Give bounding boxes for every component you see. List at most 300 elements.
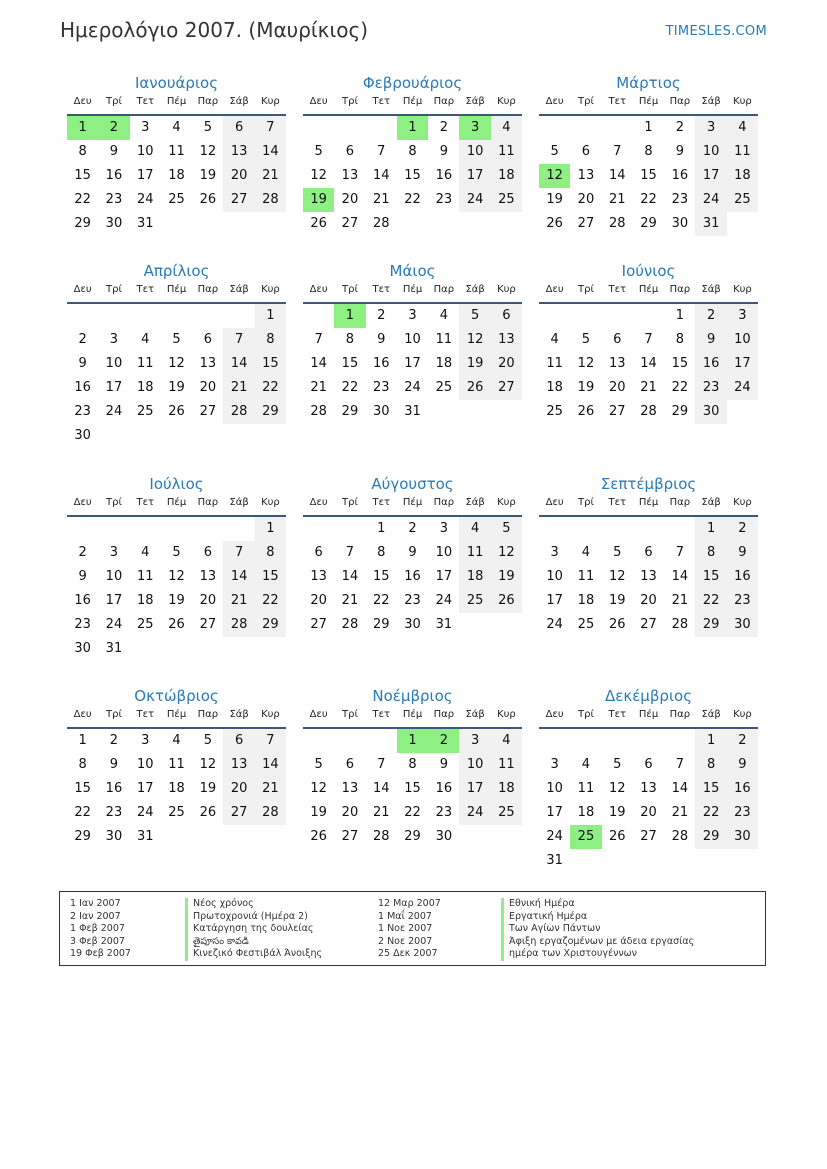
empty-cell xyxy=(161,517,192,541)
empty-cell xyxy=(192,304,223,328)
weekday-header: Τετ xyxy=(372,284,391,295)
day-cell: 3 xyxy=(109,332,119,347)
day-cell: 17 xyxy=(435,569,453,584)
day-cell: 1 xyxy=(78,733,87,748)
day-cell: 16 xyxy=(404,569,421,584)
day-cell: 9 xyxy=(675,144,684,159)
empty-cell xyxy=(570,517,601,541)
day-cell: 29 xyxy=(404,829,421,844)
day-cell: 18 xyxy=(491,777,522,801)
weekday-header: Σάβ xyxy=(229,709,249,720)
day-cell: 14 xyxy=(640,356,657,371)
day-cell: 16 xyxy=(671,168,689,183)
day-cell: 18 xyxy=(136,380,154,395)
day-cell: 15 xyxy=(341,356,359,371)
day-cell: 8 xyxy=(345,332,355,347)
empty-cell xyxy=(303,729,334,753)
page-title: Ημερολόγιο 2007. (Μαυρίκιος) xyxy=(60,18,368,42)
empty-cell xyxy=(570,116,601,140)
holiday-date: 2 Νοε 2007 xyxy=(378,935,433,947)
weekday-header: Δευ xyxy=(73,284,92,295)
brand-link[interactable]: TIMESLES.COM xyxy=(665,24,767,39)
day-cell: 26 xyxy=(491,589,522,613)
empty-cell xyxy=(602,729,633,753)
day-cell: 4 xyxy=(172,733,181,748)
day-cell: 14 xyxy=(223,352,254,376)
day-cell: 3 xyxy=(141,733,150,748)
day-cell: 6 xyxy=(314,545,323,560)
day-cell: 5 xyxy=(172,545,181,560)
empty-cell xyxy=(67,304,98,328)
empty-cell xyxy=(539,729,570,753)
weekday-header: Κυρ xyxy=(261,497,280,508)
day-cell: 10 xyxy=(459,753,490,777)
day-cell: 6 xyxy=(345,757,355,772)
day-cell: 29 xyxy=(695,613,726,637)
weekday-header: Σάβ xyxy=(229,497,249,508)
day-cell: 9 xyxy=(439,757,448,772)
day-cell: 19 xyxy=(577,380,595,395)
day-cell: 24 xyxy=(404,380,421,395)
day-cell: 26 xyxy=(168,617,185,632)
day-cell: 5 xyxy=(172,332,181,347)
day-cell: 4 xyxy=(491,116,522,140)
day-cell: 14 xyxy=(608,168,626,183)
day-cell: 8 xyxy=(695,753,726,777)
day-cell: 10 xyxy=(404,332,421,347)
holiday-day-cell: 2 xyxy=(428,729,459,753)
day-cell: 28 xyxy=(671,617,689,632)
day-cell: 30 xyxy=(435,829,453,844)
weekday-header: Τρί xyxy=(578,96,594,107)
day-cell: 13 xyxy=(199,356,217,371)
weekday-header: Δευ xyxy=(309,497,328,508)
day-cell: 17 xyxy=(105,380,123,395)
holiday-day-cell: 12 xyxy=(539,164,570,188)
day-cell: 20 xyxy=(341,805,359,820)
day-cell: 27 xyxy=(491,376,522,400)
day-cell: 18 xyxy=(168,168,185,183)
weekday-header: Παρ xyxy=(197,96,219,107)
day-cell: 20 xyxy=(577,192,595,207)
month-name: Απρίλιος xyxy=(143,262,210,280)
day-cell: 22 xyxy=(255,589,286,613)
day-cell: 22 xyxy=(74,805,91,820)
day-cell: 30 xyxy=(105,216,123,231)
day-cell: 24 xyxy=(105,404,123,419)
day-cell: 24 xyxy=(727,376,758,400)
day-cell: 20 xyxy=(640,593,657,608)
day-cell: 12 xyxy=(168,356,185,371)
day-cell: 2 xyxy=(377,308,386,323)
empty-cell xyxy=(539,517,570,541)
empty-cell xyxy=(570,304,601,328)
day-cell: 27 xyxy=(640,829,657,844)
holiday-name: Πρωτοχρονιά (Ημέρα 2) xyxy=(193,910,308,922)
day-cell: 20 xyxy=(491,352,522,376)
empty-cell xyxy=(98,517,129,541)
day-cell: 17 xyxy=(546,593,563,608)
day-cell: 11 xyxy=(459,541,490,565)
day-cell: 18 xyxy=(491,164,522,188)
day-cell: 20 xyxy=(310,593,327,608)
day-cell: 31 xyxy=(695,212,726,236)
day-cell: 10 xyxy=(546,781,563,796)
day-cell: 18 xyxy=(459,565,490,589)
weekday-header: Παρ xyxy=(433,497,455,508)
day-cell: 17 xyxy=(105,593,123,608)
day-cell: 26 xyxy=(310,829,327,844)
empty-cell xyxy=(664,517,695,541)
weekday-header: Τετ xyxy=(136,709,155,720)
day-cell: 25 xyxy=(727,188,758,212)
day-cell: 13 xyxy=(310,569,327,584)
holiday-name: Νέος χρόνος xyxy=(193,898,254,909)
holiday-day-cell: 19 xyxy=(303,188,334,212)
day-cell: 18 xyxy=(546,380,563,395)
weekday-header: Τετ xyxy=(136,96,155,107)
day-cell: 28 xyxy=(223,400,254,424)
day-cell: 22 xyxy=(671,380,689,395)
holiday-day-cell: 1 xyxy=(67,116,98,140)
day-cell: 8 xyxy=(675,332,684,347)
day-cell: 25 xyxy=(546,404,563,419)
day-cell: 8 xyxy=(255,328,286,352)
day-cell: 1 xyxy=(255,517,286,541)
day-cell: 4 xyxy=(439,308,448,323)
weekday-header: Σάβ xyxy=(465,709,485,720)
day-cell: 28 xyxy=(608,216,626,231)
day-cell: 13 xyxy=(608,356,626,371)
day-cell: 12 xyxy=(491,541,522,565)
day-cell: 1 xyxy=(675,308,684,323)
day-cell: 20 xyxy=(640,805,657,820)
day-cell: 11 xyxy=(168,757,185,772)
day-cell: 6 xyxy=(345,144,355,159)
day-cell: 2 xyxy=(695,304,726,328)
day-cell: 15 xyxy=(671,356,689,371)
day-cell: 16 xyxy=(695,352,726,376)
weekday-header: Πέμ xyxy=(638,709,659,720)
month-block xyxy=(539,473,758,637)
empty-cell xyxy=(223,304,254,328)
day-cell: 19 xyxy=(546,192,563,207)
weekday-header: Κυρ xyxy=(497,284,516,295)
day-cell: 31 xyxy=(435,617,453,632)
day-cell: 13 xyxy=(640,781,657,796)
day-cell: 23 xyxy=(671,192,689,207)
day-cell: 2 xyxy=(109,733,119,748)
day-cell: 7 xyxy=(675,545,684,560)
day-cell: 2 xyxy=(727,729,758,753)
day-cell: 15 xyxy=(74,781,91,796)
day-cell: 19 xyxy=(199,781,217,796)
day-cell: 15 xyxy=(404,781,421,796)
day-cell: 12 xyxy=(199,757,217,772)
day-cell: 2 xyxy=(439,120,448,135)
day-cell: 13 xyxy=(341,781,359,796)
day-cell: 29 xyxy=(341,404,359,419)
day-cell: 30 xyxy=(671,216,689,231)
day-cell: 19 xyxy=(199,168,217,183)
day-cell: 3 xyxy=(550,545,559,560)
weekday-header: Παρ xyxy=(669,284,691,295)
day-cell: 3 xyxy=(141,120,150,135)
day-cell: 23 xyxy=(435,192,453,207)
weekday-header: Πέμ xyxy=(402,284,423,295)
day-cell: 27 xyxy=(577,216,595,231)
day-cell: 2 xyxy=(78,332,87,347)
day-cell: 14 xyxy=(255,753,286,777)
holiday-names-left xyxy=(185,898,322,961)
holiday-date: 1 Φεβ 2007 xyxy=(70,923,125,934)
day-cell: 9 xyxy=(727,753,758,777)
day-cell: 24 xyxy=(546,829,563,844)
month-block xyxy=(67,72,286,236)
holiday-date: 19 Φεβ 2007 xyxy=(70,948,131,959)
month-name: Ιούνιος xyxy=(621,262,676,280)
weekday-header: Παρ xyxy=(433,96,455,107)
day-cell: 27 xyxy=(199,404,217,419)
holiday-date: 25 Δεκ 2007 xyxy=(378,948,438,959)
day-cell: 10 xyxy=(136,144,154,159)
day-cell: 7 xyxy=(314,332,323,347)
month-block xyxy=(67,685,286,849)
day-cell: 17 xyxy=(459,164,490,188)
weekday-header: Τρί xyxy=(342,96,358,107)
day-cell: 26 xyxy=(608,829,626,844)
day-cell: 14 xyxy=(310,356,327,371)
weekday-header: Πέμ xyxy=(166,284,187,295)
empty-cell xyxy=(334,729,365,753)
day-cell: 20 xyxy=(199,380,217,395)
weekday-header: Παρ xyxy=(669,709,691,720)
day-cell: 21 xyxy=(223,376,254,400)
weekday-header: Δευ xyxy=(73,497,92,508)
holiday-name: Εθνική Ημέρα xyxy=(509,898,575,909)
holiday-name: Κατάργηση της δουλείας xyxy=(193,923,314,934)
empty-cell xyxy=(303,517,334,541)
day-cell: 28 xyxy=(255,801,286,825)
day-cell: 14 xyxy=(372,168,390,183)
empty-cell xyxy=(539,304,570,328)
month-block xyxy=(303,72,522,236)
empty-cell xyxy=(570,729,601,753)
empty-cell xyxy=(98,304,129,328)
weekday-header: Παρ xyxy=(197,709,219,720)
month-name: Οκτώβριος xyxy=(134,687,219,705)
day-cell: 10 xyxy=(435,545,453,560)
day-cell: 13 xyxy=(577,168,595,183)
weekday-header: Σάβ xyxy=(465,284,485,295)
weekday-header: Πέμ xyxy=(166,497,187,508)
day-cell: 23 xyxy=(74,617,91,632)
day-cell: 17 xyxy=(727,352,758,376)
month-block xyxy=(303,685,522,849)
day-cell: 4 xyxy=(141,332,150,347)
weekday-header: Τρί xyxy=(106,709,122,720)
weekday-header: Πέμ xyxy=(638,284,659,295)
day-cell: 5 xyxy=(550,144,559,159)
day-cell: 20 xyxy=(199,593,217,608)
day-cell: 9 xyxy=(78,356,87,371)
day-cell: 9 xyxy=(439,144,448,159)
day-cell: 3 xyxy=(550,757,559,772)
day-cell: 27 xyxy=(341,829,359,844)
holiday-day-cell: 2 xyxy=(98,116,129,140)
day-cell: 14 xyxy=(341,569,359,584)
holiday-list xyxy=(59,891,766,966)
holiday-day-cell: 1 xyxy=(397,729,428,753)
day-cell: 30 xyxy=(105,829,123,844)
day-cell: 4 xyxy=(581,545,591,560)
holiday-date: 1 Μαΐ 2007 xyxy=(378,910,432,922)
day-cell: 22 xyxy=(74,192,91,207)
day-cell: 31 xyxy=(546,853,563,868)
weekday-header: Παρ xyxy=(669,497,691,508)
day-cell: 16 xyxy=(727,777,758,801)
day-cell: 28 xyxy=(223,613,254,637)
day-cell: 3 xyxy=(727,304,758,328)
day-cell: 21 xyxy=(671,805,689,820)
weekday-header: Τετ xyxy=(608,497,627,508)
weekday-header: Κυρ xyxy=(733,497,752,508)
day-cell: 26 xyxy=(199,805,217,820)
month-name: Νοέμβριος xyxy=(372,687,453,705)
day-cell: 23 xyxy=(435,805,453,820)
holiday-name: తైపూసం కావడి xyxy=(193,935,249,947)
day-cell: 24 xyxy=(459,801,490,825)
day-cell: 11 xyxy=(577,569,595,584)
day-cell: 23 xyxy=(105,805,123,820)
day-cell: 9 xyxy=(78,569,87,584)
day-cell: 23 xyxy=(727,801,758,825)
day-cell: 9 xyxy=(695,328,726,352)
day-cell: 29 xyxy=(255,613,286,637)
weekday-header: Σάβ xyxy=(701,284,721,295)
day-cell: 3 xyxy=(439,521,448,536)
day-cell: 27 xyxy=(341,216,359,231)
day-cell: 30 xyxy=(404,617,421,632)
day-cell: 6 xyxy=(613,332,622,347)
day-cell: 29 xyxy=(74,216,91,231)
weekday-header: Τετ xyxy=(608,96,627,107)
day-cell: 5 xyxy=(581,332,591,347)
month-name: Φεβρουάριος xyxy=(362,74,463,92)
day-cell: 15 xyxy=(640,168,657,183)
day-cell: 4 xyxy=(459,517,490,541)
day-cell: 20 xyxy=(608,380,626,395)
weekday-header: Κυρ xyxy=(497,709,516,720)
day-cell: 27 xyxy=(608,404,626,419)
day-cell: 6 xyxy=(223,729,254,753)
day-cell: 30 xyxy=(74,641,91,656)
day-cell: 11 xyxy=(435,332,453,347)
day-cell: 19 xyxy=(310,805,327,820)
weekday-header: Σάβ xyxy=(465,96,485,107)
day-cell: 25 xyxy=(435,380,453,395)
day-cell: 31 xyxy=(105,641,123,656)
day-cell: 17 xyxy=(459,777,490,801)
holiday-date: 12 Μαρ 2007 xyxy=(378,898,441,909)
day-cell: 1 xyxy=(255,304,286,328)
day-cell: 25 xyxy=(136,617,154,632)
holiday-day-cell: 1 xyxy=(334,304,365,328)
day-cell: 27 xyxy=(310,617,327,632)
month-block xyxy=(539,260,758,424)
day-cell: 5 xyxy=(613,757,622,772)
empty-cell xyxy=(334,116,365,140)
day-cell: 31 xyxy=(404,404,421,419)
day-cell: 24 xyxy=(105,617,123,632)
weekday-header: Δευ xyxy=(545,284,564,295)
day-cell: 18 xyxy=(136,593,154,608)
day-cell: 4 xyxy=(491,729,522,753)
day-cell: 22 xyxy=(695,801,726,825)
day-cell: 26 xyxy=(608,617,626,632)
day-cell: 8 xyxy=(78,144,87,159)
day-cell: 9 xyxy=(109,757,119,772)
holiday-date: 1 Ιαν 2007 xyxy=(70,898,121,909)
day-cell: 12 xyxy=(168,569,185,584)
day-cell: 26 xyxy=(199,192,217,207)
day-cell: 7 xyxy=(255,729,286,753)
day-cell: 27 xyxy=(223,188,254,212)
weekday-header: Δευ xyxy=(545,709,564,720)
day-cell: 19 xyxy=(168,593,185,608)
day-cell: 25 xyxy=(491,801,522,825)
day-cell: 8 xyxy=(644,144,653,159)
empty-cell xyxy=(130,304,161,328)
day-cell: 5 xyxy=(613,545,622,560)
day-cell: 20 xyxy=(341,192,359,207)
day-cell: 3 xyxy=(109,545,119,560)
day-cell: 31 xyxy=(136,216,154,231)
holiday-day-cell: 3 xyxy=(459,116,490,140)
day-cell: 25 xyxy=(168,805,185,820)
day-cell: 17 xyxy=(404,356,421,371)
day-cell: 24 xyxy=(136,192,154,207)
day-cell: 19 xyxy=(608,593,626,608)
empty-cell xyxy=(303,116,334,140)
day-cell: 10 xyxy=(459,140,490,164)
weekday-header: Τρί xyxy=(342,497,358,508)
weekday-header: Τρί xyxy=(578,709,594,720)
weekday-header: Πέμ xyxy=(166,96,187,107)
month-block xyxy=(539,72,758,236)
day-cell: 13 xyxy=(223,140,254,164)
day-cell: 1 xyxy=(695,517,726,541)
weekday-header: Κυρ xyxy=(733,96,752,107)
empty-cell xyxy=(602,116,633,140)
holiday-day-cell: 25 xyxy=(570,825,601,849)
day-cell: 10 xyxy=(105,356,123,371)
weekday-header: Τρί xyxy=(578,497,594,508)
day-cell: 9 xyxy=(727,541,758,565)
holiday-date: 2 Ιαν 2007 xyxy=(70,910,121,922)
empty-cell xyxy=(334,517,365,541)
day-cell: 29 xyxy=(372,617,390,632)
holiday-date: 1 Νοε 2007 xyxy=(378,923,433,934)
day-cell: 24 xyxy=(459,188,490,212)
holiday-names-right xyxy=(501,898,694,961)
day-cell: 9 xyxy=(377,332,386,347)
day-cell: 21 xyxy=(372,805,390,820)
month-block xyxy=(303,473,522,637)
day-cell: 22 xyxy=(404,192,421,207)
day-cell: 29 xyxy=(640,216,657,231)
weekday-header: Πέμ xyxy=(638,96,659,107)
